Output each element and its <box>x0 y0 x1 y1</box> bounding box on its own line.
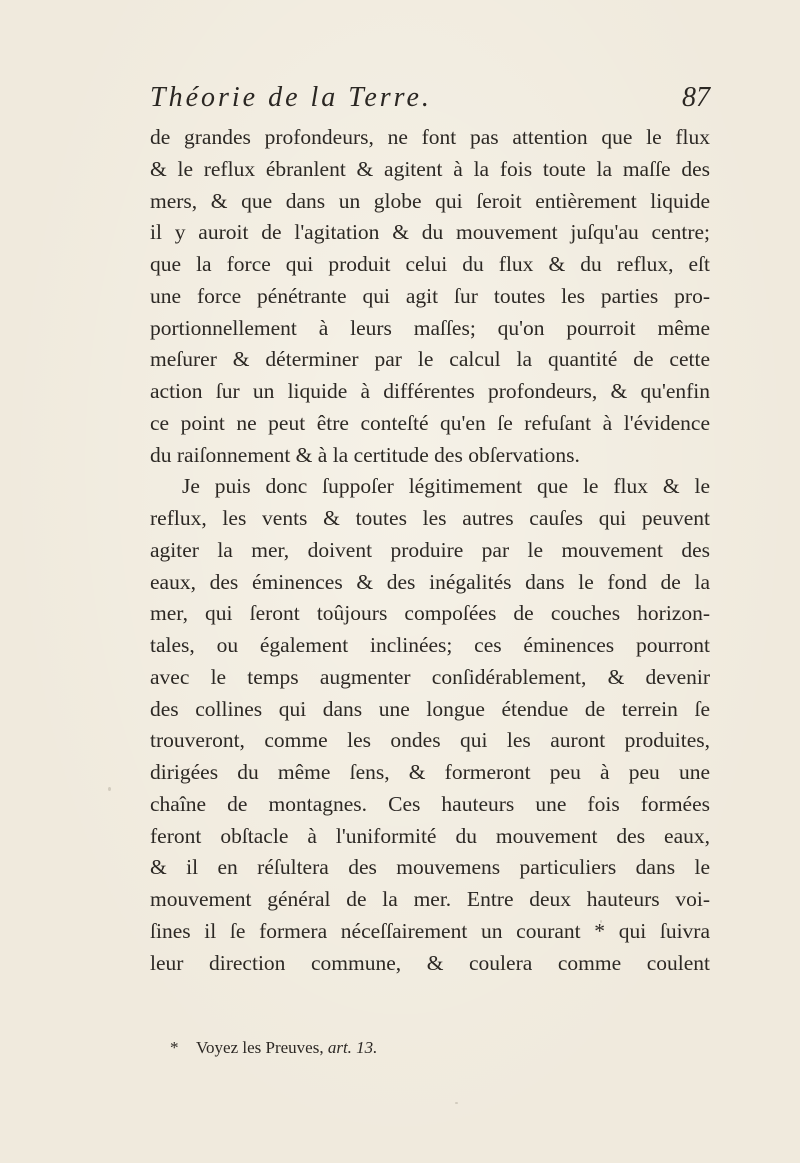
body-text <box>150 122 710 979</box>
text-line: ſines il ſe formera néceſſairement un courant * qui ſuivra <box>150 918 710 943</box>
text-line: chaîne de montagnes. Ces hauteurs une fois formées <box>150 791 710 816</box>
text-line: feront obſtacle à l'uniformité du mouvement des eaux, <box>150 823 710 848</box>
text-line: leur direction commune, & coulera comme coulent <box>150 950 710 975</box>
text-line: tales, ou également inclinées; ces éminences pourront <box>150 633 710 657</box>
footnote <box>170 1038 377 1058</box>
running-title: Théorie de la Terre. <box>150 82 432 113</box>
footnote-reference: art. 13. <box>327 1038 378 1057</box>
text-line: de grandes profondeurs, ne font pas attention que le flux <box>150 125 710 149</box>
text-line: avec le temps augmenter conſidérablement, & devenir <box>150 664 710 689</box>
text-line: & il en réſultera des mouvemens particuliers dans le <box>150 855 710 880</box>
text-line: il y auroit de l'agitation & du mouvement juſqu'au centre; <box>150 220 710 245</box>
text-line: ce point ne peut être conteſté qu'en ſe refuſant à l'évidence <box>150 410 710 435</box>
text-line: eaux, des éminences & des inégalités dans le fond de la <box>150 569 710 594</box>
paper-speck <box>600 920 602 923</box>
text-line: agiter la mer, doivent produire par le mouvement des <box>150 537 710 562</box>
running-head <box>150 82 710 122</box>
footnote-text: Voyez les Preuves, <box>195 1038 324 1057</box>
text-line: meſurer & déterminer par le calcul la quantité de cette <box>150 347 710 372</box>
text-line: mers, & que dans un globe qui ſeroit entièrement liquide <box>150 188 710 213</box>
text-line: action ſur un liquide à différentes profondeurs, & qu'enfin <box>150 379 710 403</box>
text-line: portionnellement à leurs maſſes; qu'on pourroit même <box>150 315 710 340</box>
page-number: 87 <box>682 82 710 113</box>
text-line: reflux, les vents & toutes les autres cauſes qui peuvent <box>150 506 710 530</box>
text-line: mer, qui ſeront toûjours compoſées de couches horizon- <box>150 601 710 626</box>
text-line: une force pénétrante qui agit ſur toutes les parties pro- <box>150 283 710 308</box>
text-line: mouvement général de la mer. Entre deux hauteurs voi- <box>150 887 710 911</box>
paper-speck <box>455 1102 458 1104</box>
text-line: que la force qui produit celui du flux & du reflux, eſt <box>150 252 710 276</box>
paper-speck <box>300 702 304 705</box>
text-line: du raiſonnement & à la certitude des obſervations. <box>150 442 580 467</box>
text-line: trouveront, comme les ondes qui les auront produites, <box>150 728 710 753</box>
text-line: dirigées du même ſens, & formeront peu à peu une <box>150 760 710 784</box>
text-line: & le reflux ébranlent & agitent à la fois toute la maſſe des <box>150 156 710 181</box>
text-line: des collines qui dans une longue étendue de terrein ſe <box>150 696 710 721</box>
paragraph-first-line: Je puis donc ſuppoſer légitimement que le flux & le <box>182 474 710 499</box>
footnote-mark: * <box>170 1038 179 1057</box>
paper-speck <box>108 787 111 791</box>
